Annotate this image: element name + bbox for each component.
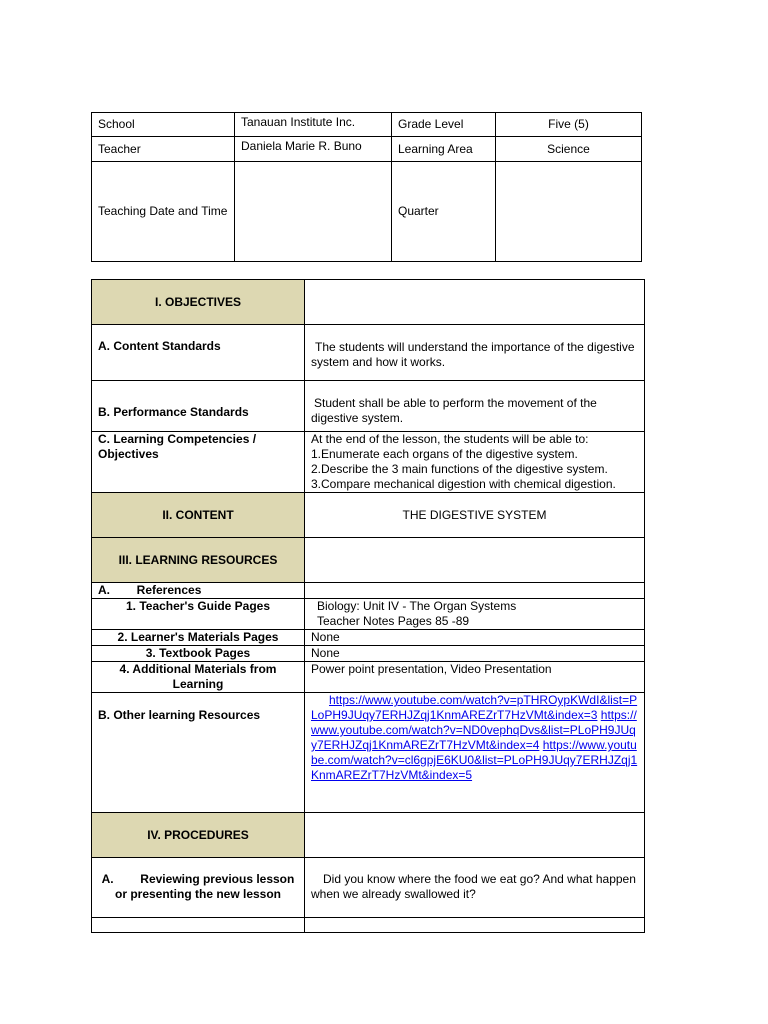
teacher-label: Teacher xyxy=(92,137,235,162)
teachers-guide-label: 1. Teacher's Guide Pages xyxy=(92,599,305,630)
lesson-plan-table xyxy=(91,279,645,933)
teacher-value: Daniela Marie R. Buno xyxy=(235,137,392,162)
content-standards-text: The students will understand the importance of the digestive system and how it works. xyxy=(305,325,645,381)
teachers-guide-line: Teacher Notes Pages 85 -89 xyxy=(317,614,470,628)
youtube-link[interactable]: https://www.youtube.com/watch?v=pTHROypKWdI&list=PLoPH9JUqy7ERHJZqj1KnmAREZrT7HzVMt&index=3 xyxy=(311,693,638,722)
content-heading: II. CONTENT xyxy=(92,493,305,538)
school-label: School xyxy=(92,113,235,137)
date-label: Teaching Date and Time xyxy=(92,162,235,262)
textbook-pages-value: None xyxy=(305,646,645,662)
competencies-intro: At the end of the lesson, the students will be able to: xyxy=(311,432,589,446)
performance-standards-text: Student shall be able to perform the movement of the digestive system. xyxy=(305,381,645,432)
content-standards-label: A. Content Standards xyxy=(92,325,305,381)
area-value: Science xyxy=(496,137,642,162)
learning-resources-heading: III. LEARNING RESOURCES xyxy=(92,538,305,583)
learning-resources-blank xyxy=(305,538,645,583)
reviewing-lesson-label: A. Reviewing previous lesson or presenting the new lesson xyxy=(92,858,305,918)
reviewing-lesson-text: Did you know where the food we eat go? And what happen when we already swallowed it? xyxy=(305,858,645,918)
teachers-guide-line: Biology: Unit IV - The Organ Systems xyxy=(317,599,517,613)
quarter-value xyxy=(496,162,642,262)
competency-item: 3.Compare mechanical digestion with chemical digestion. xyxy=(311,477,616,491)
learners-materials-label: 2. Learner's Materials Pages xyxy=(92,630,305,646)
objectives-heading: I. OBJECTIVES xyxy=(92,280,305,325)
grade-value: Five (5) xyxy=(496,113,642,137)
grade-label: Grade Level xyxy=(392,113,496,137)
date-value xyxy=(235,162,392,262)
competency-item: 1.Enumerate each organs of the digestive system. xyxy=(311,447,578,461)
competencies-label: C. Learning Competencies / Objectives xyxy=(92,432,305,493)
quarter-label: Quarter xyxy=(392,162,496,262)
area-label: Learning Area xyxy=(392,137,496,162)
additional-materials-value: Power point presentation, Video Presentation xyxy=(305,662,645,693)
references-blank xyxy=(305,583,645,599)
youtube-link[interactable]: https://www.youtube.com/watch?v=ND0vephqDvs&list=PLoPH9JUqy7ERHJZqj1KnmAREZrT7HzVMt&index=4 xyxy=(311,708,637,752)
additional-materials-label: 4. Additional Materials from Learning xyxy=(92,662,305,693)
content-value: THE DIGESTIVE SYSTEM xyxy=(305,493,645,538)
references-label: A. References xyxy=(92,583,305,599)
learners-materials-value: None xyxy=(305,630,645,646)
youtube-link[interactable]: https://www.youtube.com/watch?v=cl6gpjE6KU0&list=PLoPH9JUqy7ERHJZqj1KnmAREZrT7HzVMt&index=5 xyxy=(311,738,638,782)
empty-row-cell xyxy=(305,918,645,933)
school-value: Tanauan Institute Inc. xyxy=(235,113,392,137)
objectives-blank xyxy=(305,280,645,325)
procedures-blank xyxy=(305,813,645,858)
header-table xyxy=(91,112,642,262)
empty-row-cell xyxy=(92,918,305,933)
textbook-pages-label: 3. Textbook Pages xyxy=(92,646,305,662)
performance-standards-label: B. Performance Standards xyxy=(92,381,305,432)
other-resources-label: B. Other learning Resources xyxy=(92,693,305,813)
teachers-guide-value xyxy=(305,599,645,630)
other-resources-links xyxy=(305,693,645,813)
competencies-cell xyxy=(305,432,645,493)
procedures-heading: IV. PROCEDURES xyxy=(92,813,305,858)
competency-item: 2.Describe the 3 main functions of the digestive system. xyxy=(311,462,608,476)
